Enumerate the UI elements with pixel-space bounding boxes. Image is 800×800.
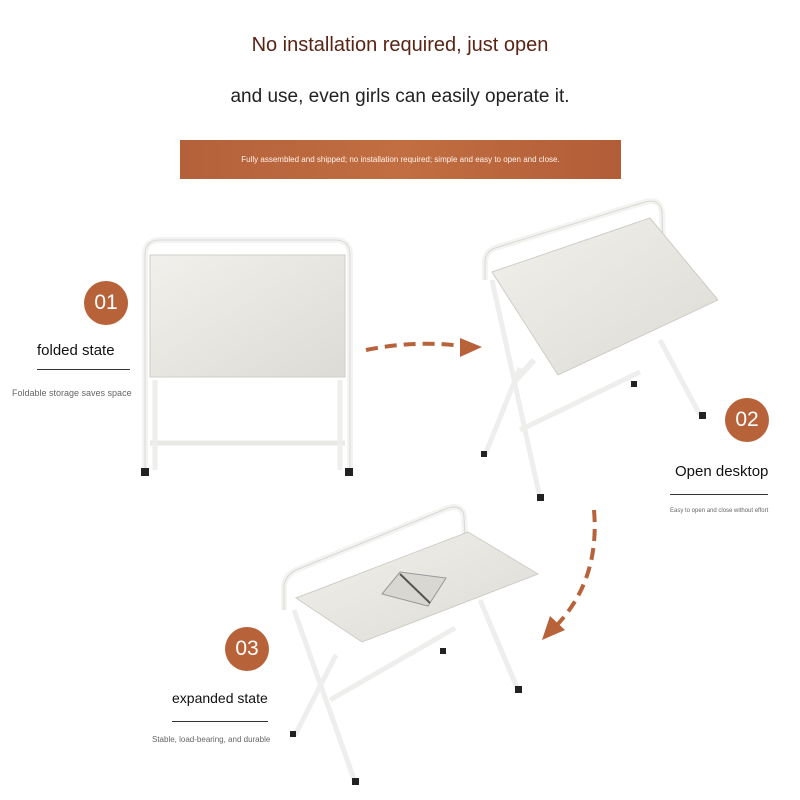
- headline-line-1: No installation required, just open: [251, 34, 549, 56]
- expanded-table-image: [284, 507, 538, 785]
- step-3-subtitle: Stable, load-bearing, and durable: [152, 735, 271, 744]
- step-2-title: Open desktop: [675, 463, 769, 480]
- folded-table-image: [141, 240, 353, 476]
- banner-text: Fully assembled and shipped; no installation required; simple and easy to open and close.: [241, 155, 560, 164]
- step-2-badge: 02: [725, 398, 769, 442]
- step-2-divider: [670, 494, 768, 495]
- open-table-image: [481, 201, 718, 501]
- step-2-subtitle: Easy to open and close without effort: [670, 508, 769, 514]
- step-1-divider: [37, 369, 130, 370]
- step-3-badge: 03: [225, 627, 269, 671]
- step-1-badge: 01: [84, 281, 128, 325]
- step-1-subtitle: Foldable storage saves space: [12, 388, 132, 398]
- step-3-divider: [172, 721, 268, 722]
- headline-line-2: and use, even girls can easily operate it.: [230, 86, 570, 107]
- step-1-title: folded state: [37, 342, 115, 359]
- step-3-title: expanded state: [172, 690, 268, 706]
- dashed-arrow-right-icon: [366, 338, 482, 357]
- dashed-arrow-down-left-icon: [542, 510, 595, 640]
